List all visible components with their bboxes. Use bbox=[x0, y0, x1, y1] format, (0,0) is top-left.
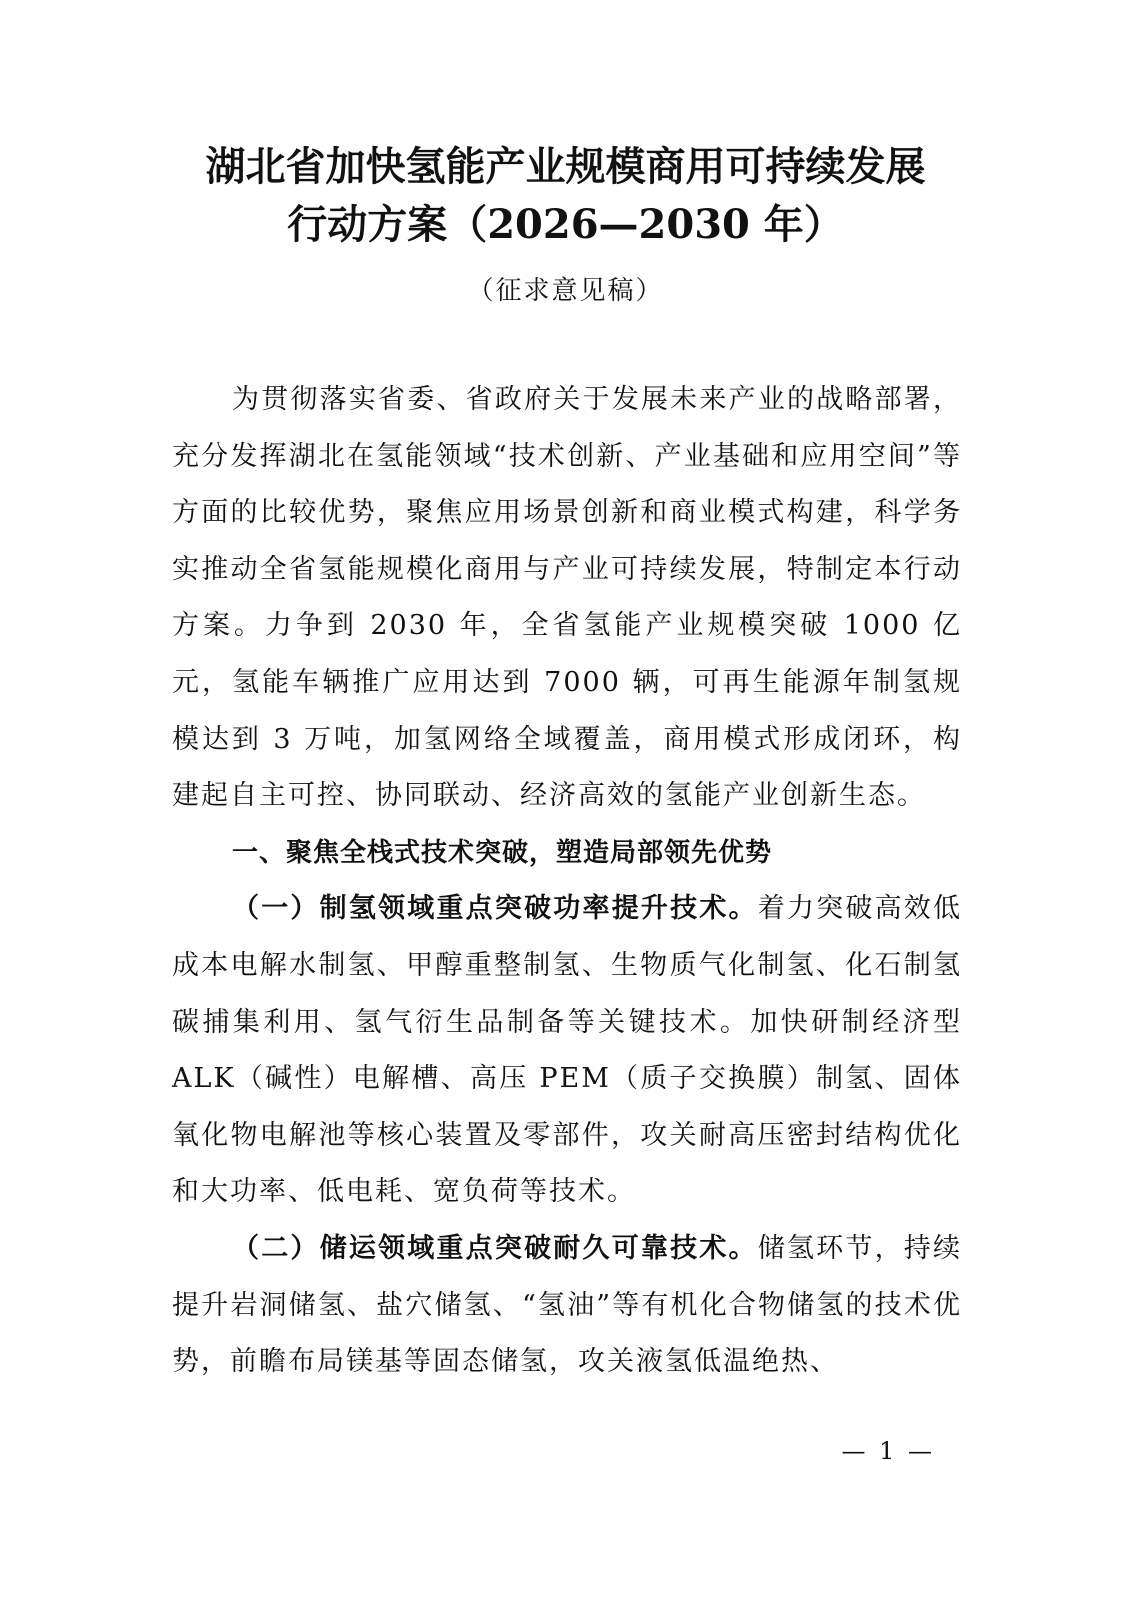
item-2-paragraph bbox=[172, 1221, 962, 1391]
document-body bbox=[172, 372, 962, 1391]
section-1-heading: 一、聚焦全栈式技术突破，塑造局部领先优势 bbox=[232, 837, 773, 868]
document-title-line-1: 湖北省加快氢能产业规模商用可持续发展 bbox=[205, 143, 926, 190]
intro-paragraph: 为贯彻落实省委、省政府关于发展未来产业的战略部署，充分发挥湖北在氢能领域“技术创新、产业基础和应用空间”等方面的比较优势，聚焦应用场景创新和商业模式构建，科学务实推动全省氢能规模化商用与产业可持续发展，特制定本行动方案。力争到 2030 年，全省氢能产业规模突破 1000 亿元，氢能车辆推广应用达到 7000 辆，可再生能源年制氢规模达到 3 万吨，加氢网络全域覆盖，商用模式形成闭环，构建起自主可控、协同联动、经济高效的氢能产业创新生态。 bbox=[172, 384, 962, 812]
item-1-lead: （一）制氢领域重点突破功率提升技术。 bbox=[232, 893, 758, 925]
item-2-text: 储氢环节，持续提升岩洞储氢、盐穴储氢、“氢油”等有机化合物储氢的技术优势，前瞻布局镁基等固态储氢，攻关液氢低温绝热、 bbox=[172, 1232, 962, 1378]
item-1-paragraph bbox=[172, 881, 962, 1221]
page-number: — 1 — bbox=[841, 1437, 935, 1465]
document-subtitle: （征求意见稿） bbox=[467, 276, 664, 306]
document-title-line-2: 行动方案（2026—2030 年） bbox=[287, 201, 844, 248]
title-block bbox=[120, 138, 1011, 308]
item-1-text: 着力突破高效低成本电解水制氢、甲醇重整制氢、生物质气化制氢、化石制氢碳捕集利用、氢气衍生品制备等关键技术。加快研制经济型 ALK（碱性）电解槽、高压 PEM（质子交换膜）制氢、固体氧化物电解池等核心装置及零部件，攻关耐高压密封结构优化和大功率、低电耗、宽负荷等技术。 bbox=[172, 893, 962, 1208]
item-2-lead: （二）储运领域重点突破耐久可靠技术。 bbox=[232, 1232, 758, 1264]
